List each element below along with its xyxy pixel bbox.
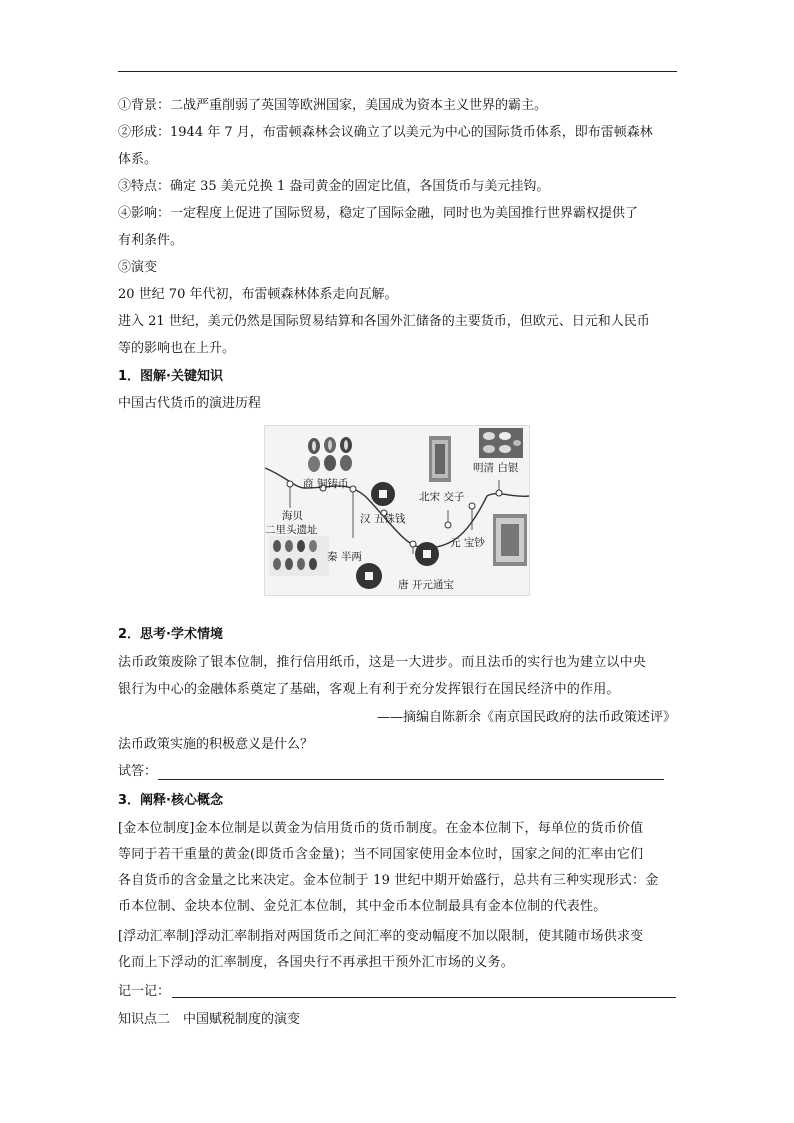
label-mingqing: 明清 白银 <box>473 462 519 474</box>
label-han: 汉 五铢钱 <box>360 513 406 525</box>
impact-paragraph-2: 有利条件。 <box>118 233 184 248</box>
jiaozi-image <box>429 436 451 482</box>
gold-standard-line-1: [金本位制度]金本位制是以黄金为信用货币的货币制度。在金本位制下，每单位的货币价值 <box>118 821 644 836</box>
label-qin: 秦 半两 <box>327 551 362 563</box>
label-yuan: 元 宝钞 <box>450 537 485 549</box>
thinking-citation: ——摘编自陈新余《南京国民政府的法币政策述评》 <box>376 710 676 725</box>
label-erlitou: 二里头遗址 <box>265 524 318 536</box>
floating-rate-line-1: [浮动汇率制]浮动汇率制指对两国货币之间汇率的变动幅度不加以限制，使其随市场供求变 <box>118 929 644 944</box>
banliang-coin-image <box>356 563 382 589</box>
thinking-question: 法币政策实施的积极意义是什么？ <box>118 737 314 752</box>
bronze-coin-image-group <box>269 536 329 576</box>
label-song: 北宋 交子 <box>419 491 465 503</box>
floating-rate-line-2: 化而上下浮动的汇率制度，各国央行不再承担干预外汇市场的义务。 <box>118 955 515 970</box>
silver-image <box>479 428 523 458</box>
background-paragraph: ①背景：二战严重削弱了英国等欧洲国家，美国成为资本主义世界的霸主。 <box>118 98 548 113</box>
gold-standard-line-3: 各自货币的含金量之比来决定。金本位制于 19 世纪中期开始盛行，总共有三种实现形式：金 <box>118 873 659 888</box>
header-rule <box>118 71 677 72</box>
evolution-paragraph-2: 进入 21 世纪，美元仍然是国际贸易结算和各国外汇储备的主要货币，但欧元、日元和人民币 <box>118 314 650 329</box>
diagram-heading: 1．图解·关键知识 <box>118 369 223 384</box>
currency-evolution-diagram <box>264 425 530 596</box>
evolution-heading: ⑤演变 <box>118 260 158 275</box>
memo-label: 记一记： <box>118 984 171 999</box>
label-tang: 唐 开元通宝 <box>398 579 454 591</box>
thinking-quote-1: 法币政策废除了银本位制，推行信用纸币，这是一大进步。而且法币的实行也为建立以中央 <box>118 655 647 670</box>
diagram-caption: 中国古代货币的演进历程 <box>118 396 262 411</box>
next-section-heading: 知识点二 中国赋税制度的演变 <box>118 1012 301 1027</box>
memo-line[interactable] <box>172 997 676 998</box>
thinking-quote-2: 银行为中心的金融体系奠定了基础，客观上有利于充分发挥银行在国民经济中的作用。 <box>118 682 620 697</box>
evolution-paragraph-3: 等的影响也在上升。 <box>118 341 236 356</box>
kaiyuan-coin-image <box>415 542 439 566</box>
gold-standard-line-2: 等同于若干重量的黄金(即货币含金量)；当不同国家使用金本位时，国家之间的汇率由它们 <box>118 847 644 862</box>
impact-paragraph-1: ④影响：一定程度上促进了国际贸易，稳定了国际金融，同时也为美国推行世界霸权提供了 <box>118 206 639 221</box>
evolution-paragraph-1: 20 世纪 70 年代初，布雷顿森林体系走向瓦解。 <box>118 287 398 302</box>
formation-paragraph-2: 体系。 <box>118 152 158 167</box>
baochao-image <box>493 514 527 566</box>
formation-paragraph-1: ②形成：1944 年 7 月，布雷顿森林会议确立了以美元为中心的国际货币体系，即布雷顿森林 <box>118 125 653 140</box>
wuzhu-coin-image <box>371 482 395 506</box>
answer-line[interactable] <box>158 779 664 780</box>
gold-standard-line-4: 币本位制、金块本位制、金兑汇本位制，其中金币本位制最具有金本位制的代表性。 <box>118 899 607 914</box>
concepts-heading: 3．阐释·核心概念 <box>118 793 223 808</box>
thinking-heading: 2．思考·学术情境 <box>118 627 223 642</box>
answer-label: 试答： <box>118 764 158 779</box>
label-shang: 商 铜铸币 <box>303 478 349 490</box>
shell-image-group <box>308 437 352 472</box>
label-shell: 海贝 <box>282 510 303 522</box>
feature-paragraph: ③特点：确定 35 美元兑换 1 盎司黄金的固定比值，各国货币与美元挂钩。 <box>118 179 550 194</box>
